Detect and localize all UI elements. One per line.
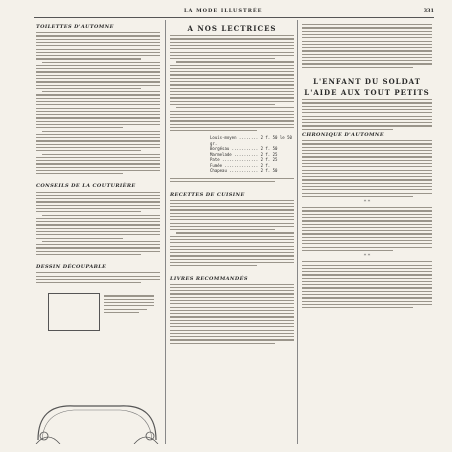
page-header	[34, 6, 434, 16]
column-divider	[297, 20, 298, 444]
column-divider	[165, 20, 166, 444]
price-row: Pate ............... 2 f. 25	[210, 157, 278, 163]
article-text	[170, 284, 294, 344]
section-title-chronique: CHRONIQUE D'AUTOMNE	[302, 131, 385, 138]
price-row: Marmelade .......... 2 f. 25	[210, 151, 278, 157]
article-text	[170, 35, 294, 131]
article-text	[36, 272, 160, 283]
article-text	[302, 207, 432, 251]
article-text	[170, 200, 294, 267]
section-title-conseils: CONSEILS DE LA COUTURIÈRE	[36, 183, 136, 190]
section-title-dessin: DESSIN DÉCOUPABLE	[36, 264, 107, 271]
article-text	[302, 261, 432, 308]
section-title-livres: LIVRES RECOMMANDÉS	[170, 275, 248, 282]
article-text	[36, 192, 160, 256]
separator-asterism: * *	[363, 199, 371, 206]
section-title-enfant-soldat: L'ENFANT DU SOLDAT	[313, 77, 421, 87]
article-text	[170, 178, 294, 182]
price-row: Louis-moyen ........ 2 f. 50 le 50 gr.	[210, 135, 292, 146]
ornamental-vignette	[34, 400, 160, 444]
section-title-recettes: RECETTES DE CUISINE	[170, 191, 245, 198]
article-text	[36, 32, 160, 174]
section-subtitle-aide: L'AIDE AUX TOUT PETITS	[304, 88, 430, 98]
header-rule	[34, 17, 434, 18]
price-list	[210, 135, 294, 174]
page-number: 331	[423, 8, 434, 14]
pattern-diagram	[42, 289, 154, 333]
publication-title: LA MODE ILLUSTRÉE	[184, 8, 263, 14]
article-text	[302, 99, 432, 130]
column-middle	[170, 22, 294, 442]
section-title-toilettes: TOILETTES D'AUTOMNE	[36, 24, 114, 30]
column-right	[302, 22, 432, 442]
price-row: Fumée .............. 2 f.	[210, 162, 271, 168]
article-text	[302, 24, 432, 68]
pattern-figure	[48, 293, 100, 331]
separator-asterism: * *	[363, 253, 371, 260]
price-row: Borgésau ........... 2 f. 50	[210, 146, 278, 152]
column-left	[36, 22, 160, 442]
article-text	[302, 140, 432, 197]
price-row: Chapeau ............ 2 f. 50	[210, 168, 278, 174]
section-title-lectrices: A NOS LECTRICES	[187, 24, 277, 33]
